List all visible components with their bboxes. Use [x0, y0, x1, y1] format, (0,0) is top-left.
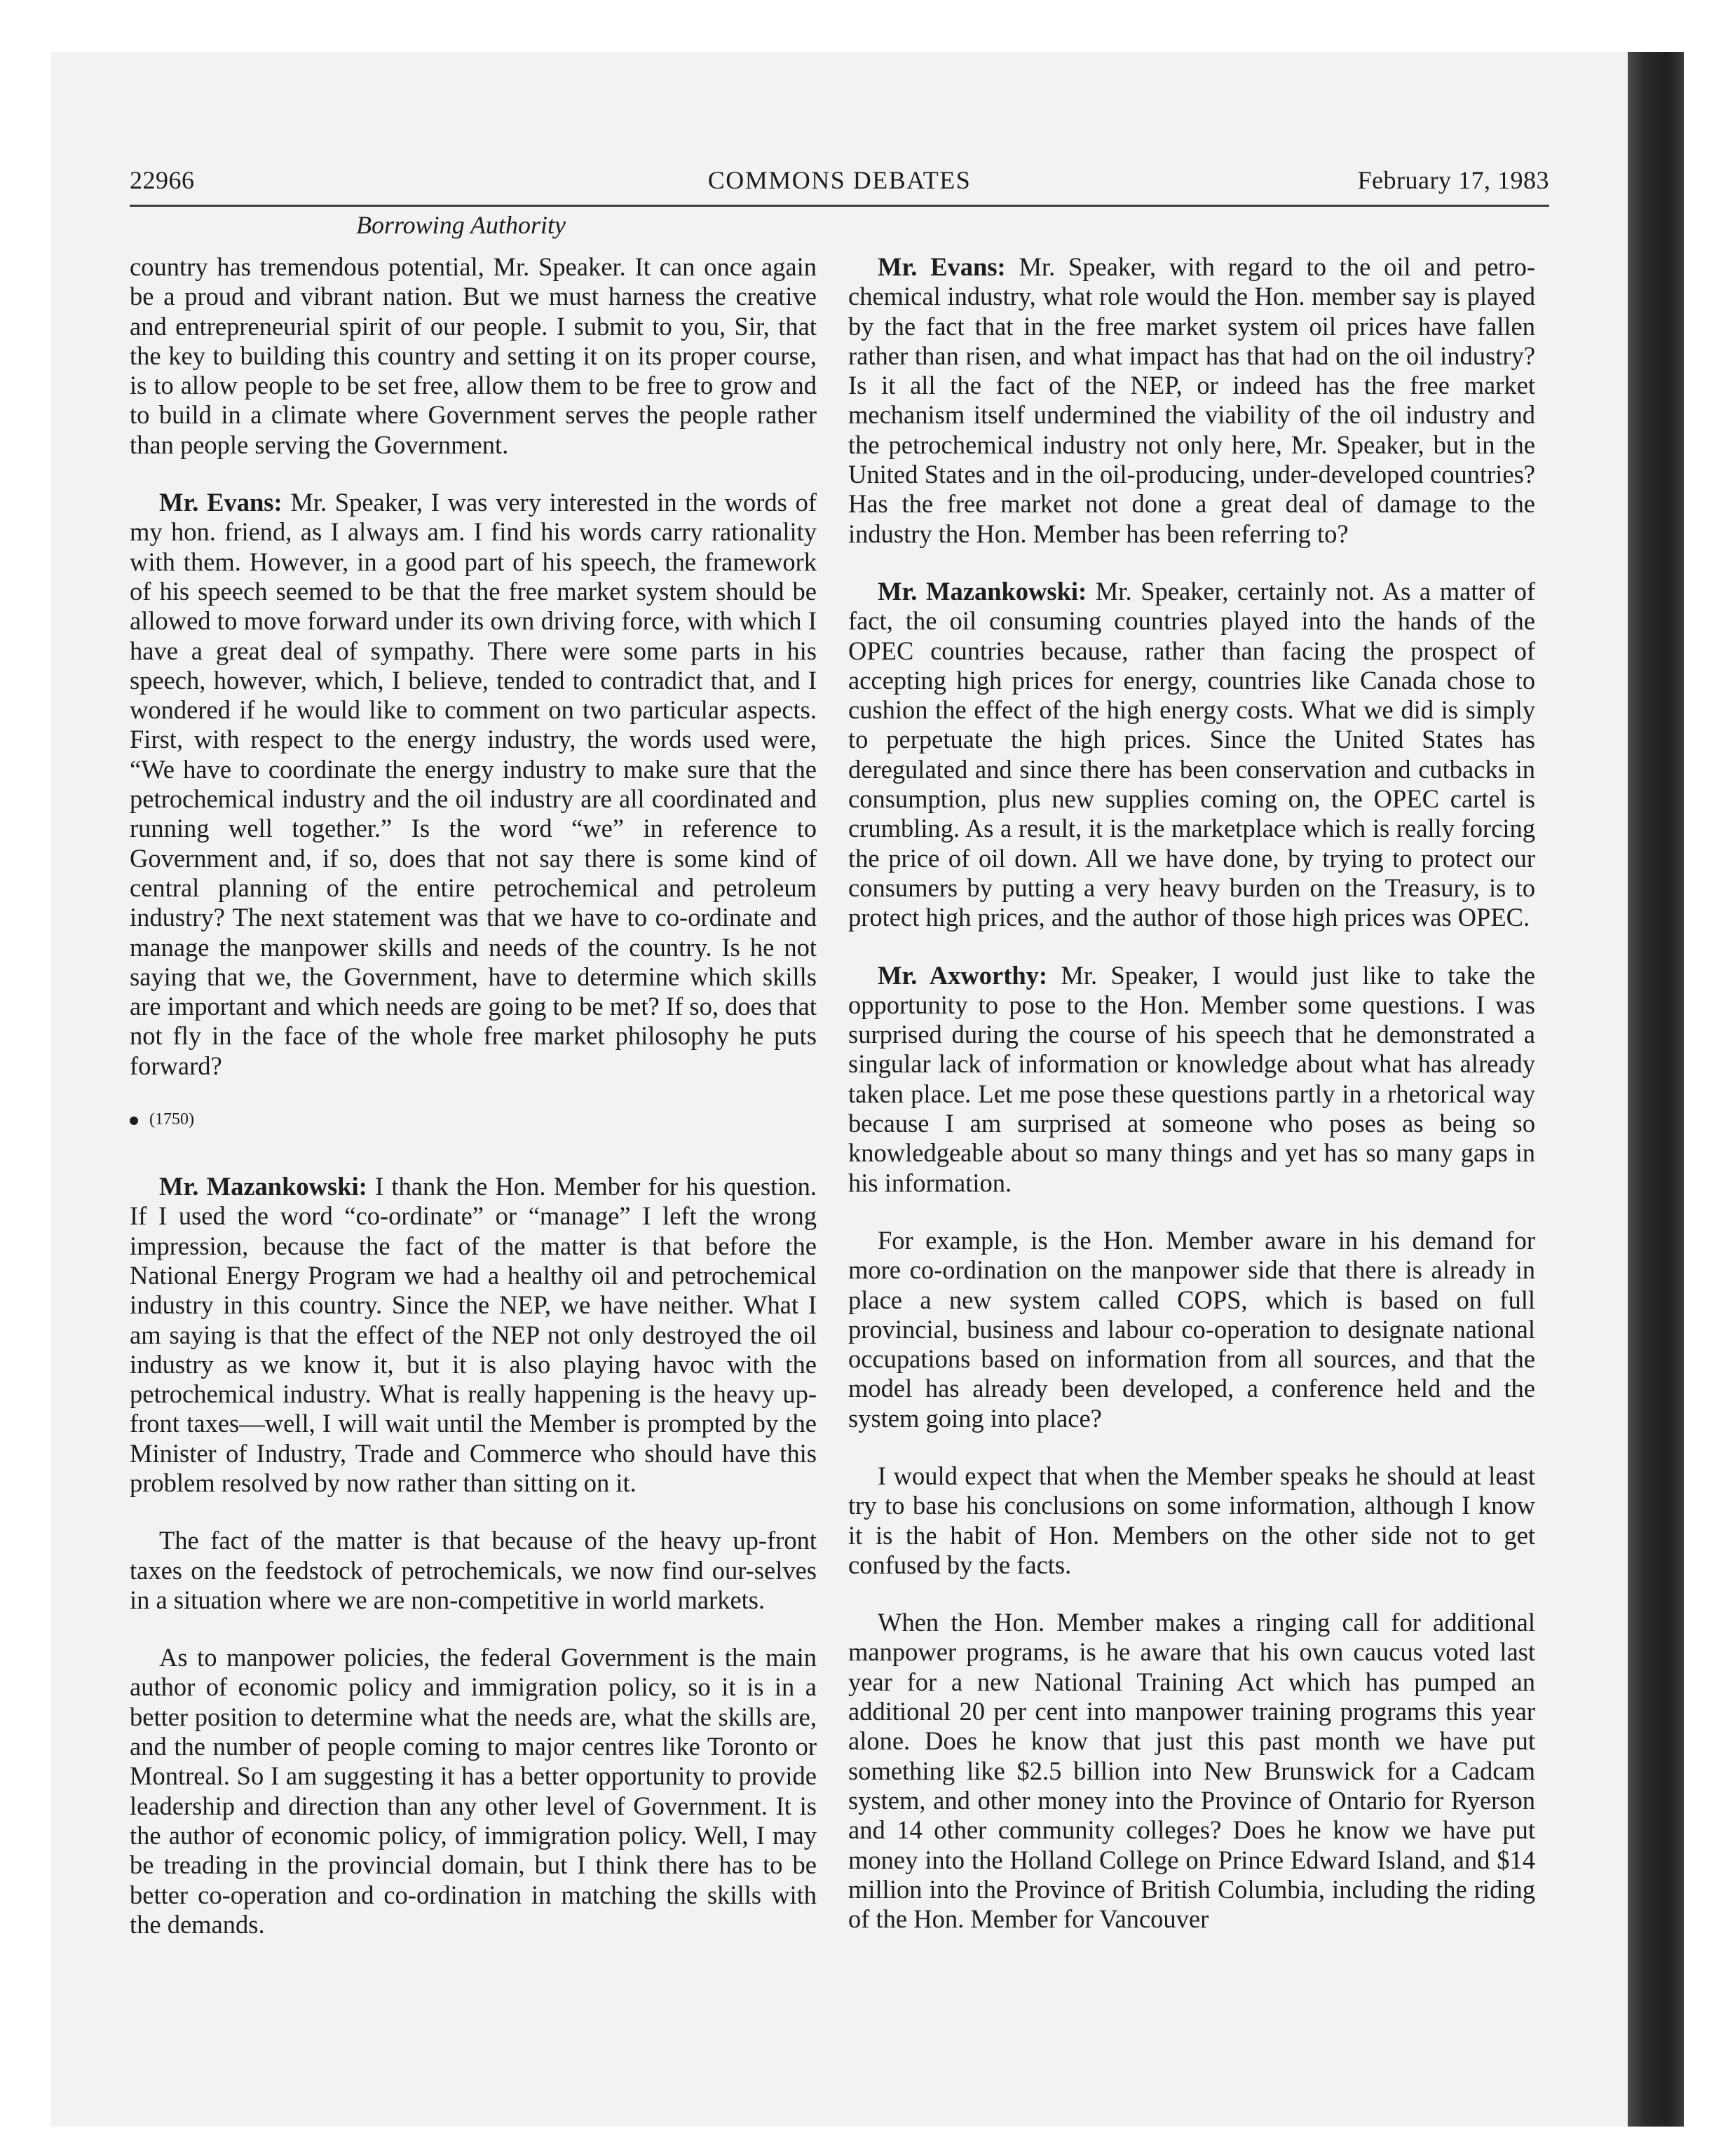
right-column — [848, 252, 1535, 1962]
paragraph-text: When the Hon. Member makes a ringing call for additional manpower programs, is he aware that his own caucus voted last year for a new National Training Act which has pumped an additional 20 per cent into manpower training programs this year alone. Does he know that just this past month we have put something like $2.5 billion into New Brunswick for a Cadcam system, and other money into the Province of Ontario for Ryerson and 14 other community colleges? Does he know we have put money into the Holland College on Prince Edward Island, and $14 million into the Province of British Columbia, including the riding of the Hon. Member for Vancouver — [848, 1608, 1535, 1934]
paragraph-text: Mr. Speaker, I would just like to take the opportunity to pose to the Hon. Member some questions. I was surprised during the course of his speech that he demonstrated a singular lack of information or knowledge about what has already taken place. Let me pose these questions partly in a rhetorical way because I am surprised at someone who poses as being so knowledgeable about so many things and yet has so many gaps in his information. — [848, 960, 1535, 1197]
page-number: 22966 — [130, 166, 195, 194]
bullet-dot-icon — [130, 1117, 138, 1125]
binding-edge — [1628, 52, 1684, 2127]
speaker-name: Mr. Mazankowski: — [159, 1172, 367, 1201]
paragraph — [130, 1172, 817, 1498]
subject-heading: Borrowing Authority — [356, 211, 566, 239]
paragraph-text: country has tremendous potential, Mr. Speaker. It can once again be a proud and vibrant nation. But we must harness the creative and entrepreneurial spirit of our people. I submit to you, Sir, that the key to building this country and setting it on its proper course, is to allow people to be set free, allow them to be free to grow and to build in a climate where Government serves the people rather than people serving the Government. — [130, 252, 817, 459]
paragraph — [848, 252, 1535, 549]
paragraph-text: Mr. Speaker, with regard to the oil and petro-chemical industry, what role would the Hon. member say is played by the fact that in the free market system oil prices have fallen rather than risen, and what impact has that had on the oil industry? Is it all the fact of the NEP, or indeed has the free market mechanism itself undermined the viability of the oil industry and the petrochemical industry not only here, Mr. Speaker, but in the United States and in the oil-producing, under-developed countries? Has the free market not done a great deal of damage to the industry the Hon. Member has been referring to? — [848, 252, 1535, 548]
speaker-name: Mr. Evans: — [159, 488, 283, 517]
paragraph-text: For example, is the Hon. Member aware in his demand for more co-ordination on the manpower side that there is already in place a new system called COPS, which is based on full provincial, business and labour co-operation to designate national occupations based on information from all sources, and that the model has already been developed, a conference held and the system going into place? — [848, 1225, 1535, 1433]
speaker-name: Mr. Mazankowski: — [878, 576, 1087, 606]
page-header — [130, 165, 1549, 207]
paragraph — [130, 488, 817, 1081]
paragraph — [848, 577, 1535, 933]
issue-date: February 17, 1983 — [1357, 166, 1549, 194]
paragraph — [130, 1526, 817, 1615]
paragraph — [848, 1608, 1535, 1934]
paragraph — [848, 1226, 1535, 1433]
publication-title: COMMONS DEBATES — [707, 166, 972, 194]
paragraph — [130, 252, 817, 460]
time-marker — [130, 1109, 817, 1130]
paragraph — [130, 1643, 817, 1939]
paragraph-text: Mr. Speaker, I was very interested in the words of my hon. friend, as I always am. I find his words carry rationality with them. However, in a good part of his speech, the framework of his speech seemed to be that the free market system should be allowed to move forward under its own driving force, with which I have a great deal of sympathy. There were some parts in his speech, however, which, I believe, tended to contradict that, and I wondered if he would like to comment on two particular aspects. First, with respect to the energy industry, the words used were, “We have to coordinate the energy industry to make sure that the petrochemical industry and the oil industry are all coordinated and running well together.” Is the word “we” in reference to Government and, if so, does that not say there is some kind of central planning of the entire petrochemical and petroleum industry? The next statement was that we have to co-ordinate and manage the manpower skills and needs of the country. Is he not saying that we, the Government, have to determine which skills are important and which needs are going to be met? If so, does that not fly in the face of the whole free market philosophy he puts forward? — [130, 488, 817, 1080]
paragraph-text: I thank the Hon. Member for his question. If I used the word “co-ordinate” or “manage” I left the wrong impression, because the fact of the matter is that before the National Energy Program we had a healthy oil and petrochemical industry in this country. Since the NEP, we have neither. What I am saying is that the effect of the NEP not only destroyed the oil industry as we know it, but it is also playing havoc with the petrochemical industry. What is really happening is the heavy up-front taxes—well, I will wait until the Member is prompted by the Minister of Industry, Trade and Commerce who should have this problem resolved by now rather than sitting on it. — [130, 1172, 817, 1497]
paragraph — [848, 1461, 1535, 1580]
left-column — [130, 252, 817, 1967]
paragraph — [848, 961, 1535, 1198]
speaker-name: Mr. Evans: — [878, 252, 1006, 281]
time-marker-label: (1750) — [149, 1110, 194, 1129]
paragraph-text: As to manpower policies, the federal Government is the main author of economic policy and immigration policy, so it is in a better position to determine what the needs are, what the skills are, and the number of people coming to major centres like Toronto or Montreal. So I am suggesting it has a better opportunity to provide leadership and direction than any other level of Government. It is the author of economic policy, of immigration policy. Well, I may be treading in the provincial domain, but I think there has to be better co-operation and co-ordination in matching the skills with the demands. — [130, 1643, 817, 1939]
paragraph-text: I would expect that when the Member speaks he should at least try to base his conclusions on some information, although I know it is the habit of Hon. Members on the other side not to get confused by the facts. — [848, 1461, 1535, 1579]
speaker-name: Mr. Axworthy: — [878, 960, 1048, 990]
paragraph-text: The fact of the matter is that because of the heavy up-front taxes on the feedstock of petrochemicals, we now find our-selves in a situation where we are non-competitive in world markets. — [130, 1526, 817, 1614]
paragraph-text: Mr. Speaker, certainly not. As a matter of fact, the oil consuming countries played into the hands of the OPEC countries because, rather than facing the prospect of accepting high prices for energy, countries like Canada chose to cushion the effect of the high energy costs. What we did is simply to perpetuate the high prices. Since the United States has deregulated and since there has been conservation and cutbacks in consumption, plus new supplies coming on, the OPEC cartel is crumbling. As a result, it is the marketplace which is really forcing the price of oil down. All we have done, by trying to protect our consumers by putting a very heavy burden on the Treasury, is to protect high prices, and the author of those high prices was OPEC. — [848, 576, 1535, 932]
